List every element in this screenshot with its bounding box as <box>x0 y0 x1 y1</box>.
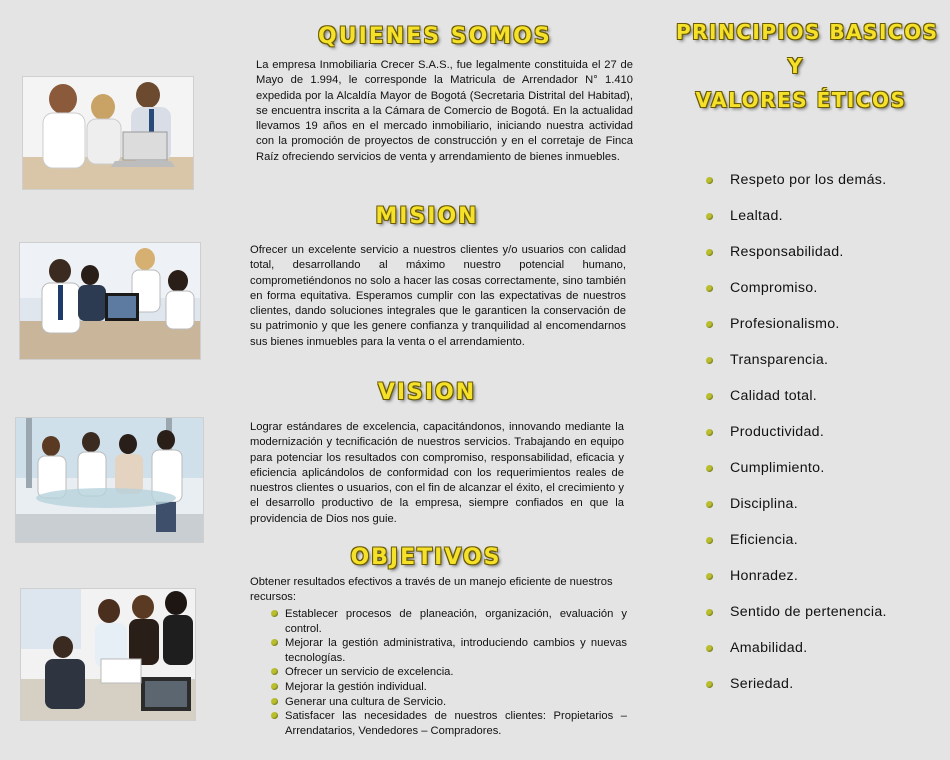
bullet-icon <box>271 668 278 675</box>
bullet-icon <box>706 393 713 400</box>
vision-text: Lograr estándares de excelencia, capacitándonos, innovando mediante la modernización y tecnificación de nuestros servicios. Trabajando en equipo para potenciar los resultados con compromiso, responsabilidad, eficacia y eficiencia aplicándolos de conformidad con los requerimientos reales de nuestros clientes o usuarios, con el fin de alcanzar el éxito, el crecimiento y el desarrollo productivo de la empresa, siempre confiados en que la providencia de Dios nos guie. <box>250 421 624 525</box>
objetivos-intro: Obtener resultados efectivos a través de un manejo eficiente de nuestros recursos: <box>250 576 613 604</box>
bullet-icon <box>706 285 713 292</box>
objetivos-heading: OBJETIVOS <box>350 545 502 570</box>
value-item: Eficiencia. <box>706 530 887 566</box>
bullet-icon <box>706 465 713 472</box>
value-item: Seriedad. <box>706 674 887 710</box>
list-item: Generar una cultura de Servicio. <box>251 695 627 710</box>
bullet-icon <box>706 177 713 184</box>
value-item: Amabilidad. <box>706 638 887 674</box>
mision-text: Ofrecer un excelente servicio a nuestros clientes y/o usuarios con calidad total, desarrollando al máximo nuestro potencial humano, comprometiéndonos no solo a hacer las cosas correctamente, sino también en forma equitativa. Esperamos cumplir con las expectativas de nuestros clientes, dando soluciones integrales que le garanticen la conservación de su patrimonio y que les genere confianza y tranquilidad al encomendarnos sus bienes inmuebles para la venta o el arrendamiento. <box>250 244 626 348</box>
value-item: Profesionalismo. <box>706 314 887 350</box>
bullet-icon <box>706 573 713 580</box>
list-item: Satisfacer las necesidades de nuestros clientes: Propietarios – Arrendatarios, Vendedores – Compradores. <box>251 709 627 738</box>
bullet-icon <box>271 698 278 705</box>
team-laptop-photo <box>22 76 194 190</box>
values-list <box>706 170 887 710</box>
list-item: Establecer procesos de planeación, organización, evaluación y control. <box>251 607 627 636</box>
list-item: Mejorar la gestión individual. <box>251 680 627 695</box>
value-item: Transparencia. <box>706 350 887 386</box>
bullet-icon <box>706 645 713 652</box>
bullet-icon <box>271 712 278 719</box>
principios-heading-line3: VALORES ÉTICOS <box>695 88 907 112</box>
value-item: Responsabilidad. <box>706 242 887 278</box>
bullet-icon <box>271 639 278 646</box>
bullet-icon <box>706 609 713 616</box>
value-item: Honradez. <box>706 566 887 602</box>
list-item: Ofrecer un servicio de excelencia. <box>251 665 627 680</box>
value-item: Respeto por los demás. <box>706 170 887 206</box>
mision-heading: MISION <box>375 204 479 229</box>
value-item: Productividad. <box>706 422 887 458</box>
team-table-photo <box>15 417 204 543</box>
bullet-icon <box>271 683 278 690</box>
value-item: Lealtad. <box>706 206 887 242</box>
bullet-icon <box>706 681 713 688</box>
quienes-somos-text: La empresa Inmobiliaria Crecer S.A.S., fue legalmente constituida el 27 de Mayo de 1.994, le corresponde la Matricula de Arrendador N° 1.410 expedida por la Alcaldía Mayor de Bogotá (Secretaria Distrital del Habitad), se encuentra inscrita a la Cámara de Comercio de Bogotá. En la actualidad llevamos 19 años en el mercado inmobiliario, iniciando nuestra actividad con la promoción de proyectos de construcción y en el corretaje de Finca Raíz ofreciendo servicios de venta y arrendamiento de bienes inmuebles. <box>256 59 633 163</box>
bullet-icon <box>706 321 713 328</box>
principios-heading-line1: PRINCIPIOS BASICOS <box>676 20 939 44</box>
bullet-icon <box>706 501 713 508</box>
value-item: Compromiso. <box>706 278 887 314</box>
bullet-icon <box>271 610 278 617</box>
value-item: Disciplina. <box>706 494 887 530</box>
bullet-icon <box>706 249 713 256</box>
value-item: Calidad total. <box>706 386 887 422</box>
bullet-icon <box>706 537 713 544</box>
bullet-icon <box>706 213 713 220</box>
objetivos-list <box>251 607 627 738</box>
bullet-icon <box>706 429 713 436</box>
meeting-photo <box>19 242 201 360</box>
value-item: Sentido de pertenencia. <box>706 602 887 638</box>
list-item: Mejorar la gestión administrativa, introduciendo cambios y nuevas tecnologías. <box>251 636 627 665</box>
bullet-icon <box>706 357 713 364</box>
quienes-somos-heading: QUIENES SOMOS <box>318 24 552 49</box>
office-team-photo <box>20 588 196 721</box>
vision-heading: VISION <box>377 380 477 405</box>
principios-heading-line2: Y <box>787 54 805 78</box>
value-item: Cumplimiento. <box>706 458 887 494</box>
